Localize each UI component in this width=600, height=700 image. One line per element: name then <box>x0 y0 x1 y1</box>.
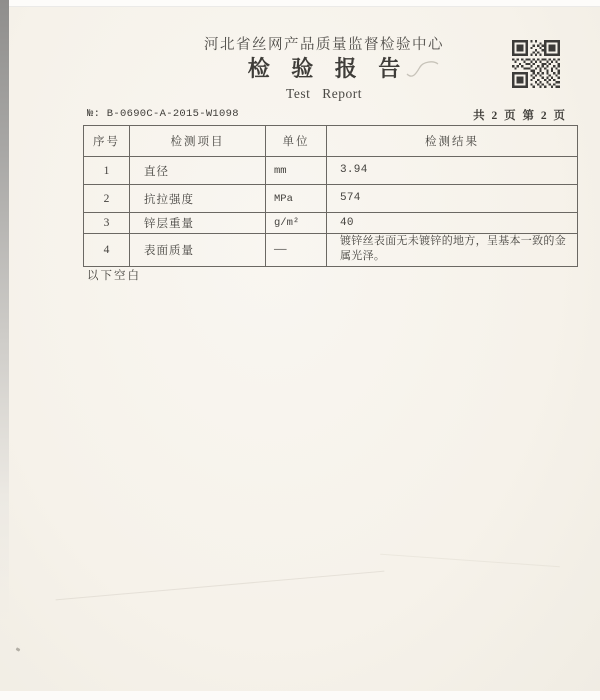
cell-no: 1 <box>84 157 130 185</box>
table-row <box>84 234 578 267</box>
cell-result: 镀锌丝表面无未镀锌的地方，呈基本一致的金属光泽。 <box>327 234 578 267</box>
report-title-cn: 检 验 报 告 <box>247 56 409 81</box>
paper-speck <box>16 647 21 652</box>
col-header-result: 检测结果 <box>327 126 578 157</box>
cell-result: 40 <box>327 213 578 234</box>
report-number: №: B-0690C-A-2015-W1098 <box>87 108 239 120</box>
cell-no: 4 <box>84 234 130 267</box>
cell-unit: —— <box>266 234 327 267</box>
cell-unit: mm <box>266 157 327 185</box>
table-row <box>84 185 578 213</box>
cell-item: 抗拉强度 <box>130 185 266 213</box>
cell-item: 直径 <box>130 157 266 185</box>
col-header-no: 序号 <box>84 126 130 157</box>
cell-no: 2 <box>84 185 130 213</box>
report-title-en: Test Report <box>286 86 362 101</box>
cell-result: 3.94 <box>327 157 578 185</box>
col-header-item: 检测项目 <box>130 126 266 157</box>
paper-edge-top <box>0 0 600 7</box>
paper-crease <box>380 554 560 568</box>
cell-item: 表面质量 <box>130 234 266 267</box>
page-count: 共 2 页 第 2 页 <box>473 110 567 122</box>
results-table <box>83 125 578 267</box>
paper-edge-bottom <box>0 691 600 700</box>
paper-edge-left <box>0 0 9 620</box>
below-blank-note: 以下空白 <box>87 270 141 282</box>
paper-crease <box>56 571 385 601</box>
pencil-check-icon <box>405 58 441 84</box>
qr-code-icon <box>512 40 560 88</box>
cell-no: 3 <box>84 213 130 234</box>
cell-item: 锌层重量 <box>130 213 266 234</box>
col-header-unit: 单位 <box>266 126 327 157</box>
org-name: 河北省丝网产品质量监督检验中心 <box>204 37 444 53</box>
cell-unit: MPa <box>266 185 327 213</box>
table-row <box>84 157 578 185</box>
cell-result: 574 <box>327 185 578 213</box>
cell-unit: g/m² <box>266 213 327 234</box>
table-row <box>84 213 578 234</box>
table-header-row <box>84 126 578 157</box>
